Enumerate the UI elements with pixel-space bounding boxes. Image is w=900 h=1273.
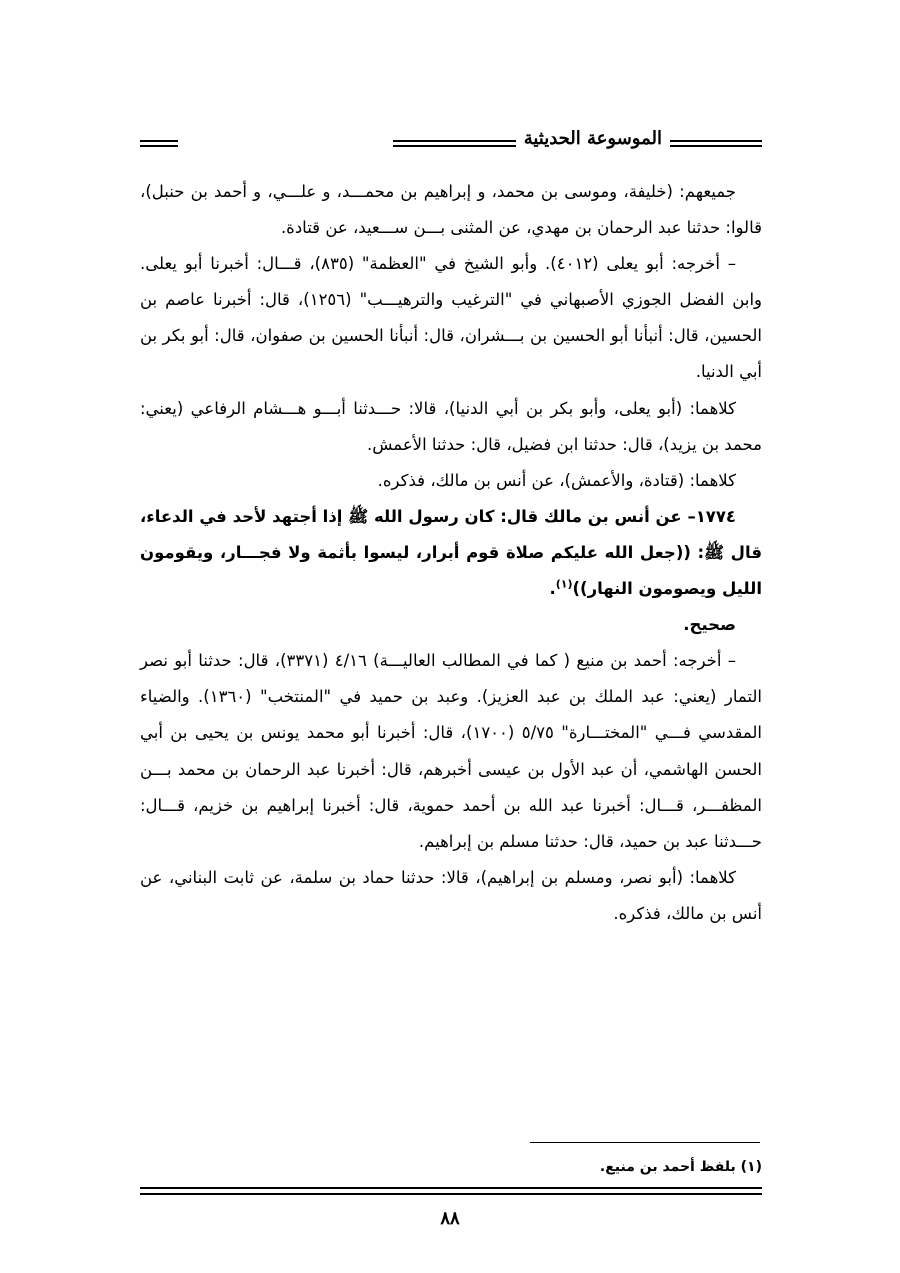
footnote-separator bbox=[530, 1142, 760, 1143]
header-rule-left bbox=[140, 140, 178, 142]
hadith-body: ١٧٧٤– عن أنس بن مالك قال: كان رسول الله ﷺ إذا أجتهد لأحد في الدعاء، قال ﷺ: ((جعل الله عليكم صلاة قوم أبرار، ليسوا بأثمة ولا فجـــار، ويقومون الليل ويصومون النهار)) bbox=[140, 506, 762, 599]
paragraph-chain-2: كلاهما: (أبو يعلى، وأبو بكر بن أبي الدنيا)، قالا: حـــدثنا أبـــو هـــشام الرفاعي (يعني: محمد بن يزيد)، قال: حدثنا ابن فضيل، قال: حدثنا الأعمش. bbox=[140, 398, 762, 454]
header-title: الموسوعة الحديثية bbox=[516, 126, 670, 152]
page-header bbox=[140, 126, 762, 152]
paragraph-chain-4: كلاهما: (أبو نصر، ومسلم بن إبراهيم)، قالا: حدثنا حماد بن سلمة، عن ثابت البناني، عن أنس بن مالك، فذكره. bbox=[140, 867, 762, 923]
paragraph-takhrij-1: – أخرجه: أبو يعلى (٤٠١٢). وأبو الشيخ في "العظمة" (٨٣٥)، قـــال: أخبرنا أبو يعلى. وابن الفضل الجوزي الأصبهاني في "الترغيب والترهيـــب" (١٢٥٦)، قال: أخبرنا عاصم بن الحسين، قال: أنبأنا أبو الحسين بن بـــشران، قال: أنبأنا الحسين بن صفوان، قال: أبو بكر بن أبي الدنيا. bbox=[140, 254, 762, 382]
hadith-end: . bbox=[549, 579, 556, 599]
footer-rule bbox=[140, 1187, 762, 1189]
paragraph-takhrij-2: – أخرجه: أحمد بن منيع ( كما في المطالب العاليـــة) ٤/١٦ (٣٣٧١)، قال: حدثنا أبو نصر التمار (يعني: عبد الملك بن عبد العزيز). وعبد بن حميد في "المنتخب" (١٣٦٠). والضياء المقدسي فـــي "المختـــارة" ٥/٧٥ (١٧٠٠)، قال: أخبرنا أبو محمد يونس بن يحيى بن أبي الحسن الهاشمي، أن عبد الأول بن عيسى أخبرهم، قال: أخبرنا عبد الرحمان بن محمد بـــن المظفـــر، قـــال: أخبرنا عبد الله بن أحمد حموية، قال: أخبرنا إبراهيم بن خزيم، قـــال: حـــدثنا عبد بن حميد، قال: حدثنا مسلم بن إبراهيم. bbox=[140, 651, 763, 851]
paragraph-chain-1: جميعهم: (خليفة، وموسى بن محمد، و إبراهيم بن محمـــد، و علـــي، و أحمد بن حنبل)، قالوا: حدثنا عبد الرحمان بن مهدي، عن المثنى بـــن ســـعيد، عن قتادة. bbox=[140, 182, 762, 238]
page-number: ٨٨ bbox=[440, 1208, 460, 1229]
footnote: (١) بلفظ أحمد بن منيع. bbox=[599, 1159, 762, 1175]
paragraph-chain-3: كلاهما: (قتادة، والأعمش)، عن أنس بن مالك، فذكره. bbox=[377, 470, 736, 490]
footnote-ref: (١) bbox=[555, 577, 573, 591]
page-body bbox=[140, 174, 762, 932]
hadith-text bbox=[140, 499, 762, 607]
hadith-grade: صحيح. bbox=[683, 615, 736, 635]
